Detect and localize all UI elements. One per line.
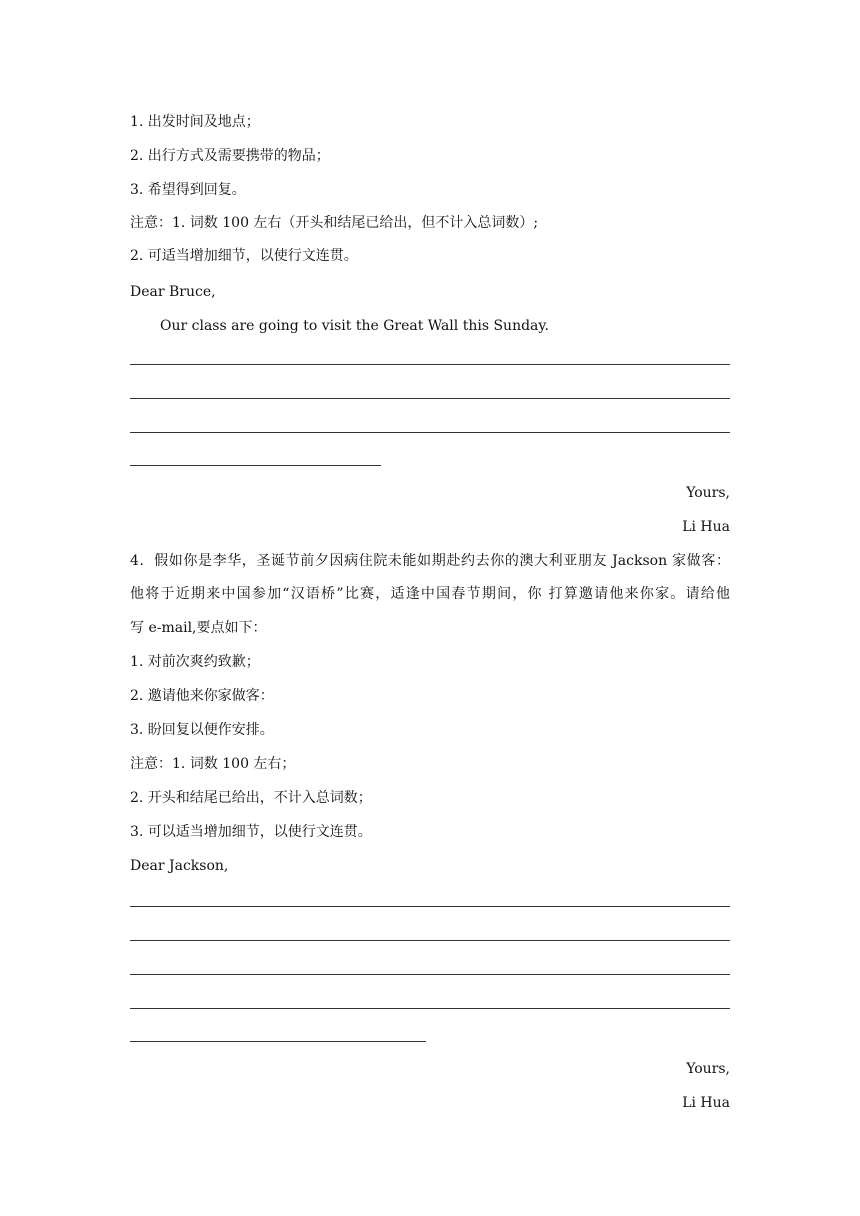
task4-closing: Yours, bbox=[686, 1061, 730, 1077]
task4-requirement-2: 2. 邀请他来你家做客： bbox=[130, 688, 274, 704]
task4-note-1: 注意：1. 词数 100 左右； bbox=[130, 756, 296, 772]
task3-answer-line-4 bbox=[130, 465, 381, 466]
task4-answer-line-4 bbox=[130, 1008, 730, 1009]
task4-answer-line-3 bbox=[130, 974, 730, 975]
task4-requirement-3: 3. 盼回复以便作安排。 bbox=[130, 722, 274, 738]
task3-answer-line-3 bbox=[130, 432, 730, 433]
task3-opening-sentence: Our class are going to visit the Great Wall this Sunday. bbox=[160, 318, 549, 334]
task4-answer-line-5 bbox=[130, 1041, 426, 1042]
task3-answer-line-1 bbox=[130, 364, 730, 365]
task4-salutation: Dear Jackson, bbox=[130, 858, 229, 874]
task4-signature: Li Hua bbox=[682, 1095, 730, 1111]
task4-prompt-line-3: 写 e-mail,要点如下： bbox=[130, 620, 267, 636]
task3-requirement-2: 2. 出行方式及需要携带的物品； bbox=[130, 148, 330, 164]
task4-answer-line-2 bbox=[130, 940, 730, 941]
task3-salutation: Dear Bruce, bbox=[130, 284, 216, 300]
task3-note-2: 2. 可适当增加细节，以使行文连贯。 bbox=[130, 248, 358, 264]
task3-answer-line-2 bbox=[130, 398, 730, 399]
task3-note-1: 注意：1. 词数 100 左右（开头和结尾已给出，但不计入总词数）; bbox=[130, 215, 539, 231]
task3-requirement-1: 1. 出发时间及地点； bbox=[130, 114, 260, 130]
task4-note-2: 2. 开头和结尾已给出，不计入总词数； bbox=[130, 790, 372, 806]
task4-prompt-line-1: 4．假如你是李华，圣诞节前夕因病住院未能如期赴约去你的澳大利亚朋友 Jackson 家做客： bbox=[130, 553, 730, 569]
task4-answer-line-1 bbox=[130, 906, 730, 907]
task4-requirement-1: 1. 对前次爽约致歉； bbox=[130, 654, 260, 670]
task4-prompt-line-2: 他将于近期来中国参加“汉语桥”比赛，适逢中国春节期间，你 打算邀请他来你家。请给他 bbox=[130, 586, 730, 602]
task3-closing: Yours, bbox=[686, 485, 730, 501]
task3-signature: Li Hua bbox=[682, 519, 730, 535]
task3-requirement-3: 3. 希望得到回复。 bbox=[130, 182, 246, 198]
task4-note-3: 3. 可以适当增加细节，以使行文连贯。 bbox=[130, 824, 372, 840]
